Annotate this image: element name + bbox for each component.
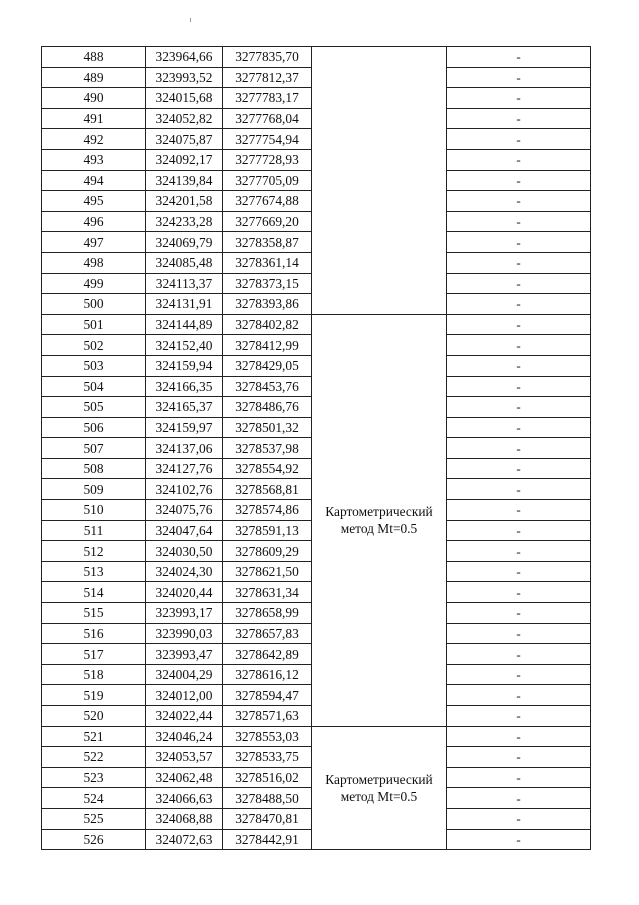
y-coordinate-cell: 3278591,13 xyxy=(223,520,312,541)
y-coordinate-cell: 3278657,83 xyxy=(223,623,312,644)
y-coordinate-cell: 3278533,75 xyxy=(223,747,312,768)
y-coordinate-cell: 3278554,92 xyxy=(223,458,312,479)
note-cell: - xyxy=(447,829,591,850)
note-cell: - xyxy=(447,47,591,68)
table-row xyxy=(42,314,591,335)
y-coordinate-cell: 3278470,81 xyxy=(223,808,312,829)
point-number-cell: 504 xyxy=(42,376,146,397)
method-cell: Картометрический метод Mt=0.5 xyxy=(312,314,447,726)
point-number-cell: 488 xyxy=(42,47,146,68)
note-cell: - xyxy=(447,335,591,356)
note-cell: - xyxy=(447,561,591,582)
note-cell: - xyxy=(447,747,591,768)
y-coordinate-cell: 3278429,05 xyxy=(223,355,312,376)
note-cell: - xyxy=(447,726,591,747)
y-coordinate-cell: 3278442,91 xyxy=(223,829,312,850)
x-coordinate-cell: 324030,50 xyxy=(146,541,223,562)
point-number-cell: 498 xyxy=(42,252,146,273)
note-cell: - xyxy=(447,706,591,727)
note-cell: - xyxy=(447,232,591,253)
x-coordinate-cell: 324075,87 xyxy=(146,129,223,150)
y-coordinate-cell: 3278571,63 xyxy=(223,706,312,727)
x-coordinate-cell: 324069,79 xyxy=(146,232,223,253)
point-number-cell: 492 xyxy=(42,129,146,150)
note-cell: - xyxy=(447,67,591,88)
x-coordinate-cell: 324075,76 xyxy=(146,500,223,521)
point-number-cell: 489 xyxy=(42,67,146,88)
table-row xyxy=(42,47,591,68)
x-coordinate-cell: 324092,17 xyxy=(146,149,223,170)
x-coordinate-cell: 323964,66 xyxy=(146,47,223,68)
x-coordinate-cell: 324020,44 xyxy=(146,582,223,603)
y-coordinate-cell: 3277783,17 xyxy=(223,88,312,109)
y-coordinate-cell: 3278516,02 xyxy=(223,767,312,788)
x-coordinate-cell: 324046,24 xyxy=(146,726,223,747)
point-number-cell: 514 xyxy=(42,582,146,603)
x-coordinate-cell: 324159,97 xyxy=(146,417,223,438)
point-number-cell: 499 xyxy=(42,273,146,294)
note-cell: - xyxy=(447,664,591,685)
point-number-cell: 517 xyxy=(42,644,146,665)
note-cell: - xyxy=(447,129,591,150)
point-number-cell: 512 xyxy=(42,541,146,562)
point-number-cell: 496 xyxy=(42,211,146,232)
y-coordinate-cell: 3278486,76 xyxy=(223,397,312,418)
note-cell: - xyxy=(447,767,591,788)
y-coordinate-cell: 3278609,29 xyxy=(223,541,312,562)
y-coordinate-cell: 3278373,15 xyxy=(223,273,312,294)
point-number-cell: 521 xyxy=(42,726,146,747)
x-coordinate-cell: 324159,94 xyxy=(146,355,223,376)
point-number-cell: 509 xyxy=(42,479,146,500)
y-coordinate-cell: 3277768,04 xyxy=(223,108,312,129)
note-cell: - xyxy=(447,273,591,294)
point-number-cell: 500 xyxy=(42,294,146,315)
y-coordinate-cell: 3278453,76 xyxy=(223,376,312,397)
x-coordinate-cell: 324144,89 xyxy=(146,314,223,335)
y-coordinate-cell: 3278594,47 xyxy=(223,685,312,706)
y-coordinate-cell: 3277835,70 xyxy=(223,47,312,68)
y-coordinate-cell: 3278488,50 xyxy=(223,788,312,809)
y-coordinate-cell: 3278658,99 xyxy=(223,603,312,624)
x-coordinate-cell: 323993,47 xyxy=(146,644,223,665)
table-body xyxy=(42,47,591,850)
y-coordinate-cell: 3278631,34 xyxy=(223,582,312,603)
point-number-cell: 502 xyxy=(42,335,146,356)
y-coordinate-cell: 3278621,50 xyxy=(223,561,312,582)
point-number-cell: 497 xyxy=(42,232,146,253)
note-cell: - xyxy=(447,479,591,500)
x-coordinate-cell: 324024,30 xyxy=(146,561,223,582)
y-coordinate-cell: 3277705,09 xyxy=(223,170,312,191)
note-cell: - xyxy=(447,376,591,397)
note-cell: - xyxy=(447,149,591,170)
x-coordinate-cell: 324131,91 xyxy=(146,294,223,315)
note-cell: - xyxy=(447,438,591,459)
y-coordinate-cell: 3277812,37 xyxy=(223,67,312,88)
point-number-cell: 522 xyxy=(42,747,146,768)
note-cell: - xyxy=(447,355,591,376)
y-coordinate-cell: 3278412,99 xyxy=(223,335,312,356)
note-cell: - xyxy=(447,685,591,706)
point-number-cell: 494 xyxy=(42,170,146,191)
note-cell: - xyxy=(447,170,591,191)
note-cell: - xyxy=(447,500,591,521)
point-number-cell: 519 xyxy=(42,685,146,706)
x-coordinate-cell: 324015,68 xyxy=(146,88,223,109)
x-coordinate-cell: 324085,48 xyxy=(146,252,223,273)
x-coordinate-cell: 324004,29 xyxy=(146,664,223,685)
point-number-cell: 515 xyxy=(42,603,146,624)
note-cell: - xyxy=(447,252,591,273)
x-coordinate-cell: 324066,63 xyxy=(146,788,223,809)
x-coordinate-cell: 324139,84 xyxy=(146,170,223,191)
point-number-cell: 520 xyxy=(42,706,146,727)
point-number-cell: 524 xyxy=(42,788,146,809)
point-number-cell: 505 xyxy=(42,397,146,418)
y-coordinate-cell: 3278574,86 xyxy=(223,500,312,521)
note-cell: - xyxy=(447,294,591,315)
point-number-cell: 526 xyxy=(42,829,146,850)
note-cell: - xyxy=(447,211,591,232)
point-number-cell: 511 xyxy=(42,520,146,541)
x-coordinate-cell: 324102,76 xyxy=(146,479,223,500)
point-number-cell: 508 xyxy=(42,458,146,479)
note-cell: - xyxy=(447,623,591,644)
note-cell: - xyxy=(447,458,591,479)
y-coordinate-cell: 3278501,32 xyxy=(223,417,312,438)
note-cell: - xyxy=(447,808,591,829)
note-cell: - xyxy=(447,191,591,212)
y-coordinate-cell: 3278537,98 xyxy=(223,438,312,459)
point-number-cell: 493 xyxy=(42,149,146,170)
y-coordinate-cell: 3278361,14 xyxy=(223,252,312,273)
table-row xyxy=(42,726,591,747)
y-coordinate-cell: 3278393,86 xyxy=(223,294,312,315)
point-number-cell: 518 xyxy=(42,664,146,685)
y-coordinate-cell: 3278553,03 xyxy=(223,726,312,747)
coordinates-table xyxy=(41,46,591,850)
x-coordinate-cell: 324165,37 xyxy=(146,397,223,418)
x-coordinate-cell: 324053,57 xyxy=(146,747,223,768)
y-coordinate-cell: 3277728,93 xyxy=(223,149,312,170)
x-coordinate-cell: 323993,52 xyxy=(146,67,223,88)
point-number-cell: 510 xyxy=(42,500,146,521)
x-coordinate-cell: 324012,00 xyxy=(146,685,223,706)
y-coordinate-cell: 3278568,81 xyxy=(223,479,312,500)
y-coordinate-cell: 3278402,82 xyxy=(223,314,312,335)
x-coordinate-cell: 324113,37 xyxy=(146,273,223,294)
note-cell: - xyxy=(447,397,591,418)
note-cell: - xyxy=(447,108,591,129)
x-coordinate-cell: 324068,88 xyxy=(146,808,223,829)
x-coordinate-cell: 324152,40 xyxy=(146,335,223,356)
note-cell: - xyxy=(447,314,591,335)
point-number-cell: 506 xyxy=(42,417,146,438)
note-cell: - xyxy=(447,644,591,665)
note-cell: - xyxy=(447,582,591,603)
point-number-cell: 491 xyxy=(42,108,146,129)
x-coordinate-cell: 323993,17 xyxy=(146,603,223,624)
point-number-cell: 516 xyxy=(42,623,146,644)
x-coordinate-cell: 324137,06 xyxy=(146,438,223,459)
note-cell: - xyxy=(447,520,591,541)
note-cell: - xyxy=(447,788,591,809)
note-cell: - xyxy=(447,541,591,562)
x-coordinate-cell: 324022,44 xyxy=(146,706,223,727)
method-cell: Картометрический метод Mt=0.5 xyxy=(312,726,447,850)
scan-mark xyxy=(190,18,191,22)
x-coordinate-cell: 324062,48 xyxy=(146,767,223,788)
point-number-cell: 523 xyxy=(42,767,146,788)
method-cell-empty xyxy=(312,47,447,315)
point-number-cell: 501 xyxy=(42,314,146,335)
x-coordinate-cell: 324072,63 xyxy=(146,829,223,850)
y-coordinate-cell: 3278616,12 xyxy=(223,664,312,685)
point-number-cell: 525 xyxy=(42,808,146,829)
x-coordinate-cell: 324233,28 xyxy=(146,211,223,232)
point-number-cell: 513 xyxy=(42,561,146,582)
note-cell: - xyxy=(447,417,591,438)
y-coordinate-cell: 3277669,20 xyxy=(223,211,312,232)
y-coordinate-cell: 3277754,94 xyxy=(223,129,312,150)
x-coordinate-cell: 324047,64 xyxy=(146,520,223,541)
y-coordinate-cell: 3277674,88 xyxy=(223,191,312,212)
point-number-cell: 503 xyxy=(42,355,146,376)
y-coordinate-cell: 3278642,89 xyxy=(223,644,312,665)
note-cell: - xyxy=(447,88,591,109)
y-coordinate-cell: 3278358,87 xyxy=(223,232,312,253)
point-number-cell: 507 xyxy=(42,438,146,459)
note-cell: - xyxy=(447,603,591,624)
point-number-cell: 495 xyxy=(42,191,146,212)
x-coordinate-cell: 324127,76 xyxy=(146,458,223,479)
x-coordinate-cell: 324201,58 xyxy=(146,191,223,212)
x-coordinate-cell: 324166,35 xyxy=(146,376,223,397)
x-coordinate-cell: 324052,82 xyxy=(146,108,223,129)
x-coordinate-cell: 323990,03 xyxy=(146,623,223,644)
point-number-cell: 490 xyxy=(42,88,146,109)
